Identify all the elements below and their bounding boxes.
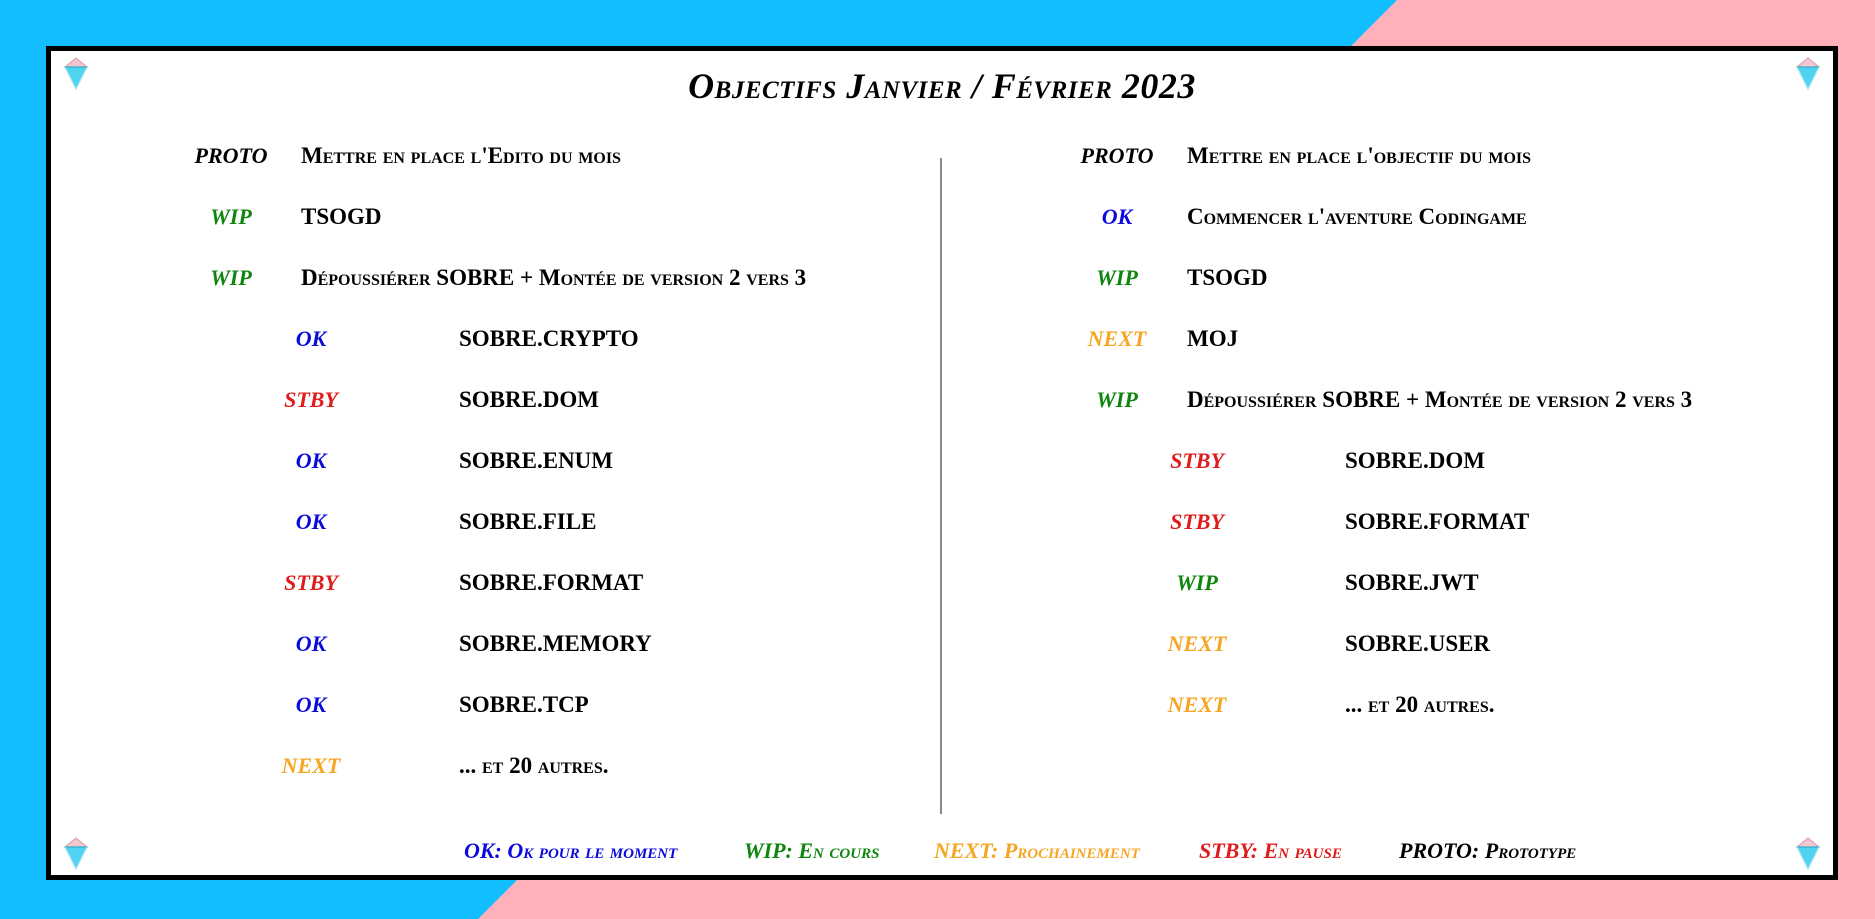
status-badge: STBY [284,570,338,595]
objective-label: SOBRE.MEMORY [459,631,652,656]
objective-label: TSOGD [1187,265,1268,290]
status-badge: OK [295,631,327,656]
legend-item-proto: PROTO: Prototype [1399,838,1577,863]
status-badge: NEXT [1167,692,1227,717]
legend-item-wip: WIP: En cours [744,838,880,863]
objective-label: SOBRE.DOM [459,387,599,412]
diamond-icon [57,835,95,873]
status-badge: STBY [1170,448,1224,473]
objective-label: SOBRE.JWT [1345,570,1479,595]
diamond-icon [1789,835,1827,873]
objective-label: MOJ [1187,326,1239,351]
status-badge: NEXT [1087,326,1147,351]
status-badge: NEXT [1167,631,1227,656]
column-divider [940,158,942,814]
objective-label: Dépoussiérer SOBRE + Montée de version 2 vers 3 [301,265,807,290]
objective-label: TSOGD [301,204,382,229]
objective-label: SOBRE.TCP [459,692,589,717]
status-badge: NEXT [281,753,341,778]
status-badge: OK [295,509,327,534]
diamond-icon [1789,55,1827,93]
status-badge: WIP [1176,570,1218,595]
objective-label: Commencer l'aventure Codingame [1187,204,1527,229]
objective-label: Mettre en place l'objectif du mois [1187,143,1532,168]
objectives-panel [46,46,1838,880]
status-badge: PROTO [194,143,268,168]
objective-label: SOBRE.FILE [459,509,597,534]
status-badge: OK [295,326,327,351]
status-badge: OK [1101,204,1133,229]
status-badge: STBY [1170,509,1224,534]
legend-item-next: NEXT: Prochainement [934,838,1140,863]
status-badge: STBY [284,387,338,412]
objective-label: SOBRE.USER [1345,631,1491,656]
objective-label: ... et 20 autres. [459,753,609,778]
objective-label: SOBRE.FORMAT [459,570,644,595]
objective-label: SOBRE.ENUM [459,448,613,473]
legend-item-ok: OK: Ok pour le moment [464,838,678,863]
diamond-icon [57,55,95,93]
legend-item-stby: STBY: En pause [1199,838,1342,863]
objective-label: SOBRE.CRYPTO [459,326,639,351]
page-title: Objectifs Janvier / Février 2023 [688,66,1196,106]
status-badge: WIP [1096,387,1138,412]
objective-label: Dépoussiérer SOBRE + Montée de version 2 vers 3 [1187,387,1693,412]
status-badge: OK [295,692,327,717]
objective-label: ... et 20 autres. [1345,692,1495,717]
status-badge: WIP [1096,265,1138,290]
objective-label: SOBRE.DOM [1345,448,1485,473]
status-badge: PROTO [1080,143,1154,168]
status-badge: WIP [210,265,252,290]
status-badge: OK [295,448,327,473]
status-badge: WIP [210,204,252,229]
objective-label: Mettre en place l'Edito du mois [301,143,621,168]
objective-label: SOBRE.FORMAT [1345,509,1530,534]
